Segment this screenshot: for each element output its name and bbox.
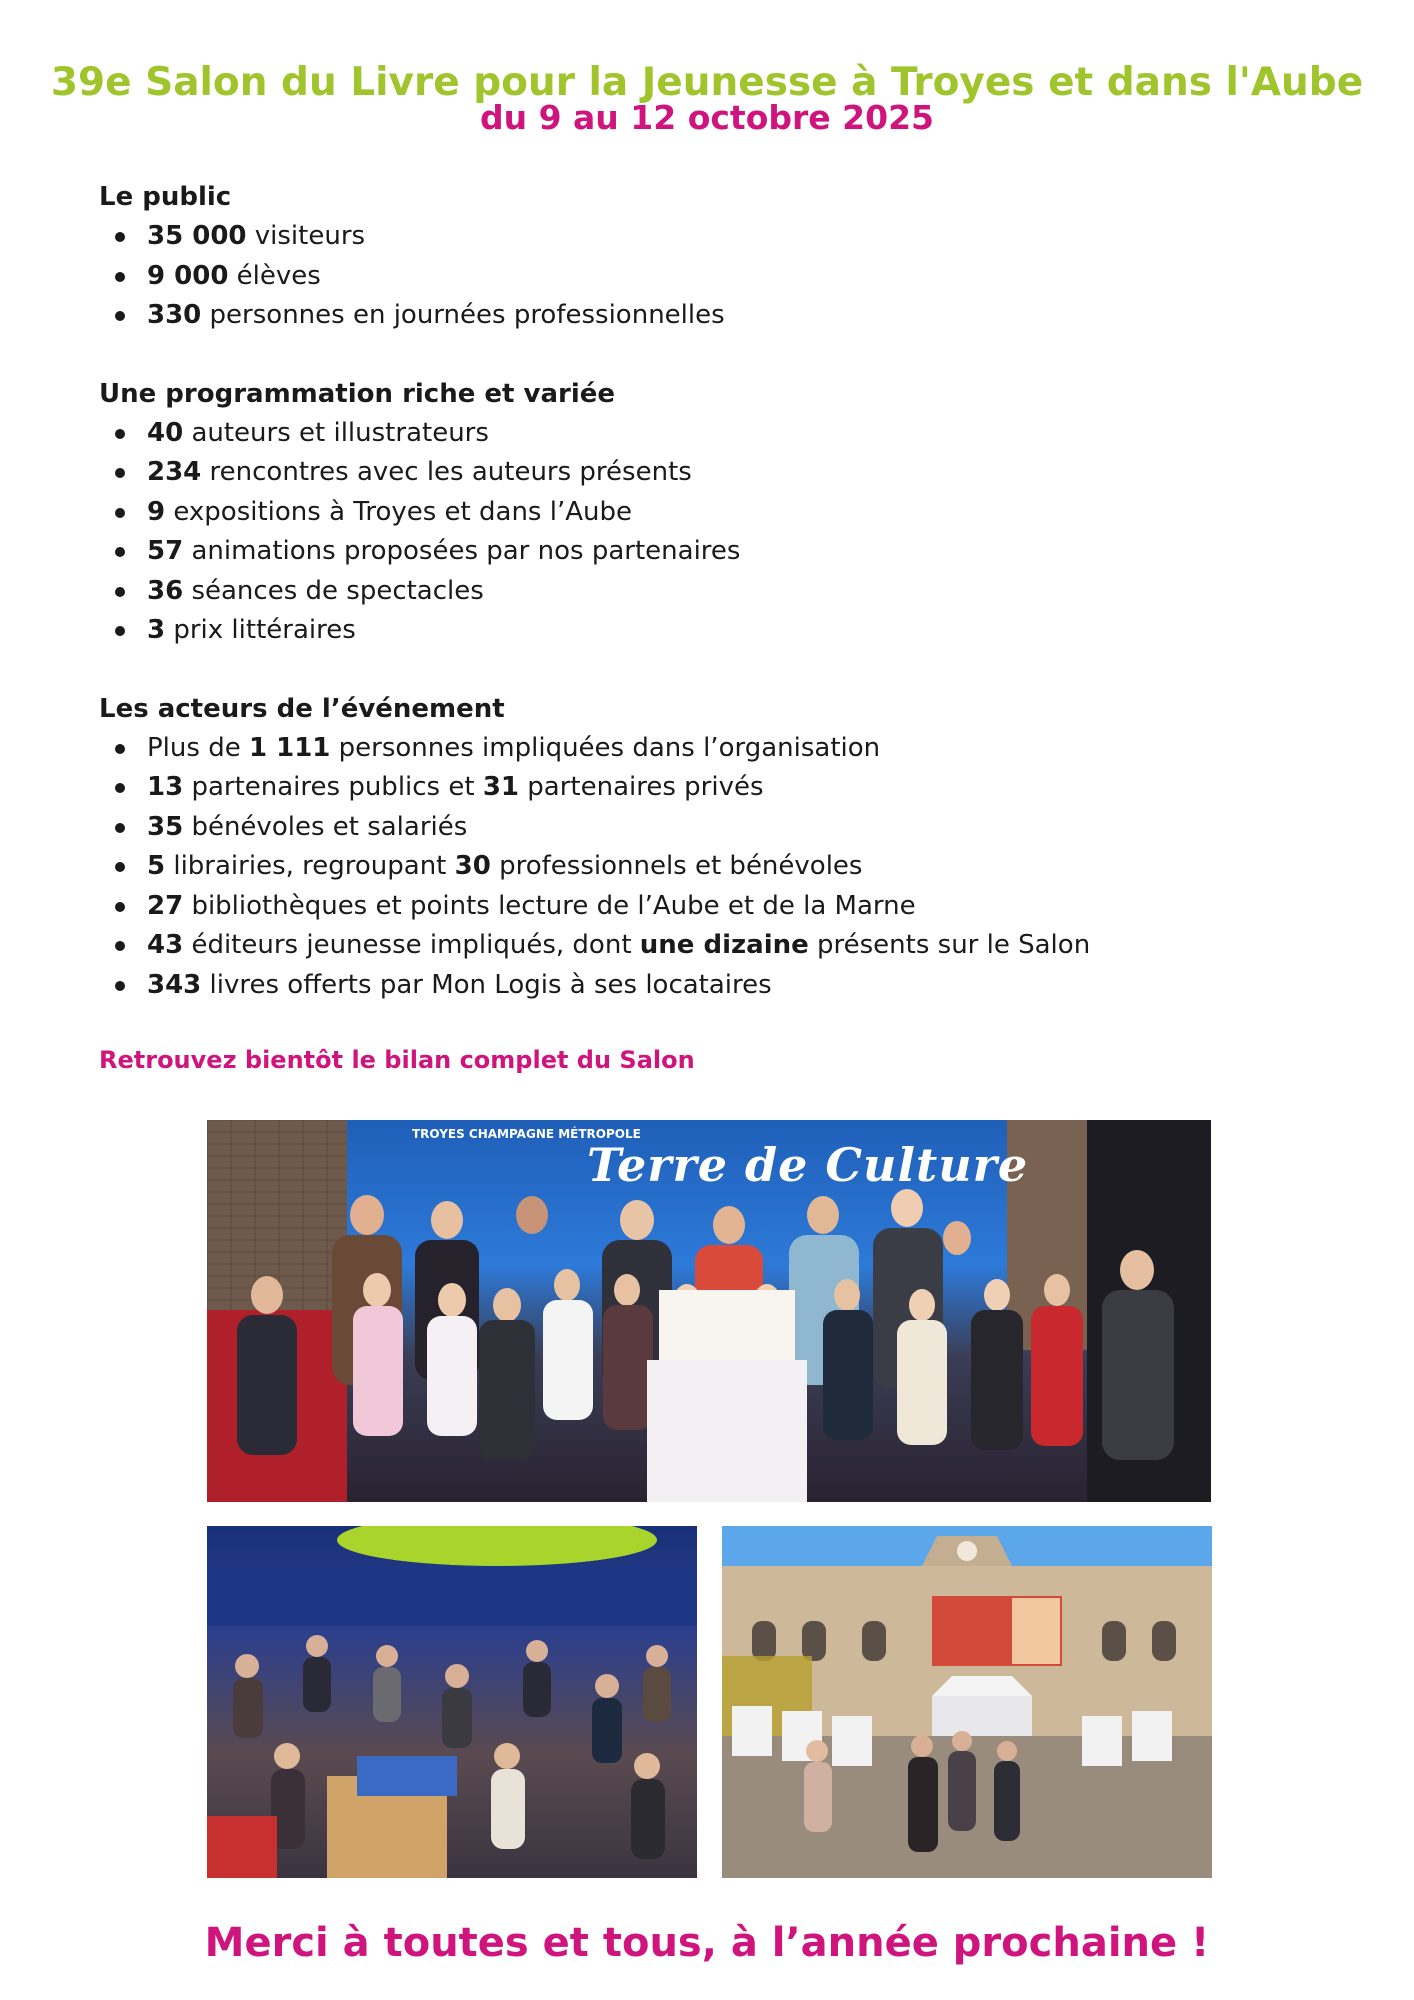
list-item: 3 prix littéraires [147, 611, 1319, 651]
stats-content [99, 178, 1319, 1044]
list-item: 9 expositions à Troyes et dans l’Aube [147, 493, 1319, 533]
closing-message: Merci à toutes et tous, à l’année prochaine ! [204, 1920, 1210, 1966]
terre-de-culture-banner: Terre de Culture [587, 1138, 1029, 1192]
list-item: 43 éditeurs jeunesse impliqués, dont une dizaine présents sur le Salon [147, 926, 1319, 966]
list-item: 36 séances de spectacles [147, 572, 1319, 612]
page-title: 39e Salon du Livre pour la Jeunesse à Troyes et dans l'Aube [50, 60, 1364, 106]
building-photo [722, 1526, 1212, 1878]
list-item: 35 000 visiteurs [147, 217, 1319, 257]
section-heading-public: Le public [99, 182, 232, 212]
event-dates: du 9 au 12 octobre 2025 [479, 98, 934, 137]
public-stats-list [99, 217, 1319, 336]
bilan-note: Retrouvez bientôt le bilan complet du Salon [99, 1046, 695, 1074]
list-item: 234 rencontres avec les auteurs présents [147, 453, 1319, 493]
building-photo-illustration [722, 1526, 1212, 1878]
programme-stats-list [99, 414, 1319, 651]
list-item: 35 bénévoles et salariés [147, 808, 1319, 848]
list-item: 57 animations proposées par nos partenaires [147, 532, 1319, 572]
list-item: 330 personnes en journées professionnelles [147, 296, 1319, 336]
list-item: 13 partenaires publics et 31 partenaires privés [147, 768, 1319, 808]
troyes-champagne-logo: TROYES CHAMPAGNE MÉTROPOLE [412, 1127, 641, 1141]
list-item: 40 auteurs et illustrateurs [147, 414, 1319, 454]
crowd-photo [207, 1526, 697, 1878]
list-item: 343 livres offerts par Mon Logis à ses locataires [147, 966, 1319, 1006]
list-item: Plus de 1 111 personnes impliquées dans l’organisation [147, 729, 1319, 769]
list-item: 27 bibliothèques et points lecture de l’Aube et de la Marne [147, 887, 1319, 927]
list-item: 9 000 élèves [147, 257, 1319, 297]
list-item: 5 librairies, regroupant 30 professionnels et bénévoles [147, 847, 1319, 887]
section-heading-programme: Une programmation riche et variée [99, 378, 616, 409]
crowd-photo-illustration [207, 1526, 697, 1878]
acteurs-stats-list [99, 729, 1319, 1006]
group-photo [207, 1120, 1211, 1502]
section-heading-acteurs: Les acteurs de l’événement [99, 693, 505, 724]
